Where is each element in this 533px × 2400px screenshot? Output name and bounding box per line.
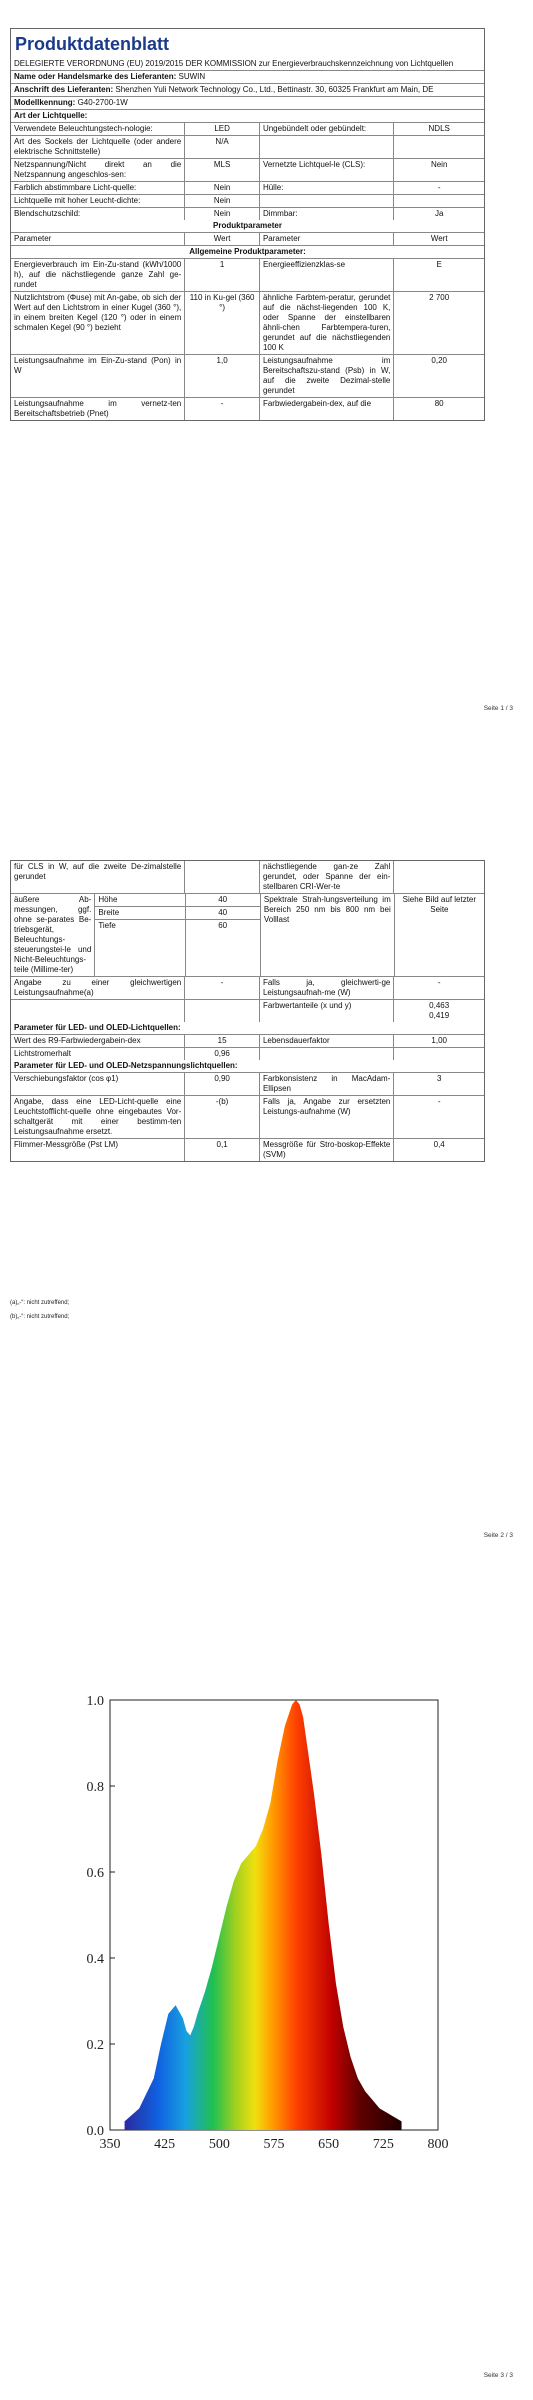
x-tick-label: 350 xyxy=(99,2137,121,2152)
p1_rows-cell-c: Hülle: xyxy=(260,182,394,194)
p1_params-cell-a: Nutzlichtstrom (Φuse) mit An-gabe, ob sich der Wert auf den Lichtstrom in einer Kugel (360 °), in einem breiten Kegel (120 °) oder in einem schmalen Kegel (90 °) bezieht xyxy=(11,292,185,354)
mains_rows-cell-b: -(b) xyxy=(185,1096,260,1138)
p2-cont-value xyxy=(185,861,260,893)
mains_rows-cell-d: 0,4 xyxy=(433,1140,445,1149)
page-1 xyxy=(0,0,533,730)
dimensions-names xyxy=(95,894,185,976)
p2_rows-cell-c: Falls ja, gleichwerti-ge Leistungsaufnah-me (W) xyxy=(260,977,394,999)
p1_rows-cell-c: Dimmbar: xyxy=(260,208,394,220)
p1_params-row xyxy=(11,259,484,292)
p1_params-cell-b: 110 in Ku-gel (360 °) xyxy=(185,292,260,354)
mains_rows-row xyxy=(11,1096,484,1139)
y-tick-label: 0.8 xyxy=(86,1780,104,1795)
chart-plot-area xyxy=(125,1700,402,2130)
p2_rows-cell-d: 0,463 0,419 xyxy=(429,1001,450,1020)
p1_params-cell-c: Leistungsaufnahme im Bereitschaftszu-stand (Psb) in W, auf die zweite Dezimal-stelle gerundet xyxy=(260,355,394,397)
p1_rows-cell-d: - xyxy=(437,182,441,192)
p1_rows-cell-c xyxy=(260,136,394,158)
p1_rows-cell-b: LED xyxy=(185,123,260,135)
x-tick-label: 575 xyxy=(263,2137,285,2152)
spectral-value: Siehe Bild auf letzter Seite xyxy=(402,895,477,914)
general-params-heading: Allgemeine Produktparameter: xyxy=(189,246,306,256)
p1_rows-cell-b: Nein xyxy=(185,208,260,220)
mains_rows-row xyxy=(11,1139,484,1161)
p2_rows-cell-c: Farbwertanteile (x und y) xyxy=(260,1000,394,1022)
y-tick-label: 0.2 xyxy=(86,2038,104,2053)
x-tick-label: 800 xyxy=(427,2137,449,2152)
y-tick-label: 1.0 xyxy=(86,1694,104,1709)
dimensions-values xyxy=(186,894,261,976)
p1_params-row xyxy=(11,355,484,398)
led_rows-cell-a: Lichtstromerhalt xyxy=(11,1048,185,1060)
p2-cont-value-right xyxy=(394,861,484,893)
page-2 xyxy=(0,840,533,1570)
dim-width-label: Breite xyxy=(95,907,184,920)
led_rows-cell-a: Wert des R9-Farbwiedergabein-dex xyxy=(11,1035,185,1047)
page-3 xyxy=(0,1640,533,2400)
p1_rows-cell-d: Ja xyxy=(434,208,444,218)
mains_rows-cell-d: - xyxy=(437,1097,441,1106)
x-tick-label: 425 xyxy=(154,2137,176,2152)
p1_rows-cell-c: Vernetzte Lichtquel-le (CLS): xyxy=(260,159,394,181)
page-number: Seite 2 / 3 xyxy=(483,1532,513,1539)
dimensions-label: äußere Ab-messungen, ggf. ohne se-parates Be-triebsgerät, Beleuchtungs-steuerungstei-le und Nicht-Beleuchtungs-teile (Millime-ter) xyxy=(11,894,95,976)
datasheet-table-page1 xyxy=(10,28,485,421)
p1_rows-cell-c xyxy=(260,195,394,207)
p1_rows-cell-a: Farblich abstimmbare Licht-quelle: xyxy=(11,182,185,194)
p2-cont-label: für CLS in W, auf die zweite De-zimalstelle gerundet xyxy=(11,861,185,893)
p2_rows-cell-a xyxy=(11,1000,185,1022)
mains_rows-row xyxy=(11,1073,484,1096)
led_rows-row xyxy=(11,1035,484,1048)
led-params-heading: Parameter für LED- und OLED-Lichtquellen: xyxy=(14,1023,181,1032)
p1_params-cell-d: 0,20 xyxy=(431,355,447,365)
p1_params-cell-d: E xyxy=(436,259,442,269)
dim-width-value: 40 xyxy=(186,907,260,920)
p1_params-cell-d: 80 xyxy=(434,398,444,408)
y-tick-label: 0.6 xyxy=(86,1866,104,1881)
x-tick-label: 500 xyxy=(208,2137,230,2152)
mains_rows-cell-a: Verschiebungsfaktor (cos φ1) xyxy=(11,1073,185,1095)
model-label: Modellkennung: xyxy=(14,97,76,107)
p1_rows-row xyxy=(11,195,484,208)
p1_rows-row xyxy=(11,208,484,220)
dim-depth-label: Tiefe xyxy=(98,921,116,930)
p1_rows-cell-a: Blendschutzschild: xyxy=(11,208,185,220)
page-number: Seite 3 / 3 xyxy=(483,2372,513,2379)
p1_params-cell-a: Leistungsaufnahme im vernetz-ten Bereitschaftsbetrieb (Pnet) xyxy=(11,398,185,420)
p1_rows-cell-b: Nein xyxy=(185,195,260,207)
col-value-header: Wert xyxy=(430,233,448,243)
p1_rows-cell-c: Ungebündelt oder gebündelt: xyxy=(260,123,394,135)
p1_params-cell-b: 1 xyxy=(185,259,260,291)
p1_rows-row xyxy=(11,159,484,182)
led_rows-cell-d xyxy=(394,1048,484,1060)
led_rows-cell-c xyxy=(260,1048,394,1060)
p1_params-cell-c: ähnliche Farbtem-peratur, gerundet auf die nächst-liegenden 100 K, oder Spanne der einstellbaren ähnli-chen Farbtempera-turen, gerundet auf die nächstliegenden 100 K xyxy=(260,292,394,354)
mains_rows-cell-c: Farbkonsistenz in MacAdam-Ellipsen xyxy=(260,1073,394,1095)
y-tick-label: 0.4 xyxy=(86,1952,104,1967)
regulation-text: DELEGIERTE VERORDNUNG (EU) 2019/2015 DER KOMMISSION zur Energieverbrauchskennzeichnung von Lichtquellen xyxy=(14,58,454,68)
page-number: Seite 1 / 3 xyxy=(483,705,513,712)
x-tick-label: 725 xyxy=(372,2137,394,2152)
p1_params-cell-d: 2 700 xyxy=(429,292,450,302)
mains_rows-cell-a: Angabe, dass eine LED-Licht-quelle eine Leuchtstofflicht-quelle ohne eingebautes Vor-schaltgerät mit einer bestimm-ten Leistungsaufnahme ersetzt. xyxy=(11,1096,185,1138)
mains_rows-cell-a: Flimmer-Messgröße (Pst LM) xyxy=(11,1139,185,1161)
mains_rows-cell-b: 0,90 xyxy=(185,1073,260,1095)
led_rows-cell-d: 1,00 xyxy=(431,1036,447,1045)
p1_params-cell-b: 1,0 xyxy=(185,355,260,397)
col-param-header: Parameter xyxy=(260,233,394,245)
p1_params-row xyxy=(11,398,484,420)
spectrum-chart xyxy=(0,1670,533,2190)
p1_rows-cell-a: Netzspannung/Nicht direkt an die Netzspannung angeschlos-sen: xyxy=(11,159,185,181)
p1_rows-row xyxy=(11,182,484,195)
p1_rows-row xyxy=(11,123,484,136)
footnote-b: (b)„-“: nicht zutreffend; xyxy=(10,1314,70,1320)
p1_rows-cell-d xyxy=(394,195,484,207)
spectrum-area xyxy=(125,1700,402,2130)
model-value: G40-2700-1W xyxy=(77,97,128,107)
p2_rows-cell-a: Angabe zu einer gleichwertigen Leistungsaufnahme(a) xyxy=(11,977,185,999)
p2-cont-label-right: nächstliegende gan-ze Zahl gerundet, oder Spanne der ein-stellbaren CRI-Wer-te xyxy=(260,861,394,893)
footnote-a: (a)„-“: nicht zutreffend; xyxy=(10,1300,70,1306)
p1_params-cell-c: Energieeffizienzklas-se xyxy=(260,259,394,291)
col-value-header: Wert xyxy=(185,233,260,245)
light-source-type-heading: Art der Lichtquelle: xyxy=(14,110,88,120)
product-params-heading: Produktparameter xyxy=(213,220,282,230)
mains_rows-cell-d: 3 xyxy=(436,1074,442,1083)
spectral-label: Spektrale Strah-lungsverteilung im Bereich 250 nm bis 800 nm bei Volllast xyxy=(261,894,395,976)
datasheet-table-page2 xyxy=(10,860,485,1162)
dim-height-label: Höhe xyxy=(95,894,184,907)
led_rows-cell-b: 0,96 xyxy=(185,1048,260,1060)
col-param-header: Parameter xyxy=(11,233,185,245)
p1_rows-cell-a: Art des Sockels der Lichtquelle (oder andere elektrische Schnittstelle) xyxy=(11,136,185,158)
dim-height-value: 40 xyxy=(186,894,260,907)
p1_rows-cell-a: Lichtquelle mit hoher Leucht-dichte: xyxy=(11,195,185,207)
p1_rows-cell-a: Verwendete Beleuchtungstech-nologie: xyxy=(11,123,185,135)
p1_params-cell-a: Energieverbrauch im Ein-Zu-stand (kWh/1000 h), auf die nächstliegende ganze Zahl ge-rundet xyxy=(11,259,185,291)
p1_rows-cell-b: Nein xyxy=(185,182,260,194)
x-tick-label: 650 xyxy=(318,2137,340,2152)
dim-depth-value: 60 xyxy=(218,921,228,930)
p1_rows-cell-d xyxy=(394,136,484,158)
mains_rows-cell-c: Falls ja, Angabe zur ersetzten Leistungs-aufnahme (W) xyxy=(260,1096,394,1138)
page-title: Produktdatenblatt xyxy=(15,34,170,54)
p2_rows-cell-b: - xyxy=(185,977,260,999)
mains_rows-cell-b: 0,1 xyxy=(185,1139,260,1161)
p2_rows-row xyxy=(11,1000,484,1022)
p1_rows-cell-d: Nein xyxy=(430,159,448,169)
p2_rows-cell-d: - xyxy=(437,978,441,987)
address-value: Shenzhen Yuli Network Technology Co., Ltd., Bettinastr. 30, 60325 Frankfurt am Main, DE xyxy=(115,84,434,94)
p1_params-cell-c: Farbwiedergabein-dex, auf die xyxy=(260,398,394,420)
p2_rows-cell-b xyxy=(185,1000,260,1022)
p1_rows-cell-b: N/A xyxy=(185,136,260,158)
led_rows-cell-c: Lebensdauerfaktor xyxy=(260,1035,394,1047)
p1_rows-cell-d: NDLS xyxy=(428,123,450,133)
led_rows-row xyxy=(11,1048,484,1060)
p1_params-cell-b: - xyxy=(185,398,260,420)
p1_rows-row xyxy=(11,136,484,159)
p2_rows-row xyxy=(11,977,484,1000)
p1_params-cell-a: Leistungsaufnahme im Ein-Zu-stand (Pon) in W xyxy=(11,355,185,397)
p1_params-row xyxy=(11,292,484,355)
y-tick-label: 0.0 xyxy=(86,2124,104,2139)
mains_rows-cell-c: Messgröße für Stro-boskop-Effekte (SVM) xyxy=(260,1139,394,1161)
mains-params-heading: Parameter für LED- und OLED-Netzspannungslichtquellen: xyxy=(14,1061,238,1070)
led_rows-cell-b: 15 xyxy=(185,1035,260,1047)
address-label: Anschrift des Lieferanten: xyxy=(14,84,114,94)
brand-label: Name oder Handelsmarke des Lieferanten: xyxy=(14,71,177,81)
p1_rows-cell-b: MLS xyxy=(185,159,260,181)
brand-value: SUWIN xyxy=(178,71,206,81)
